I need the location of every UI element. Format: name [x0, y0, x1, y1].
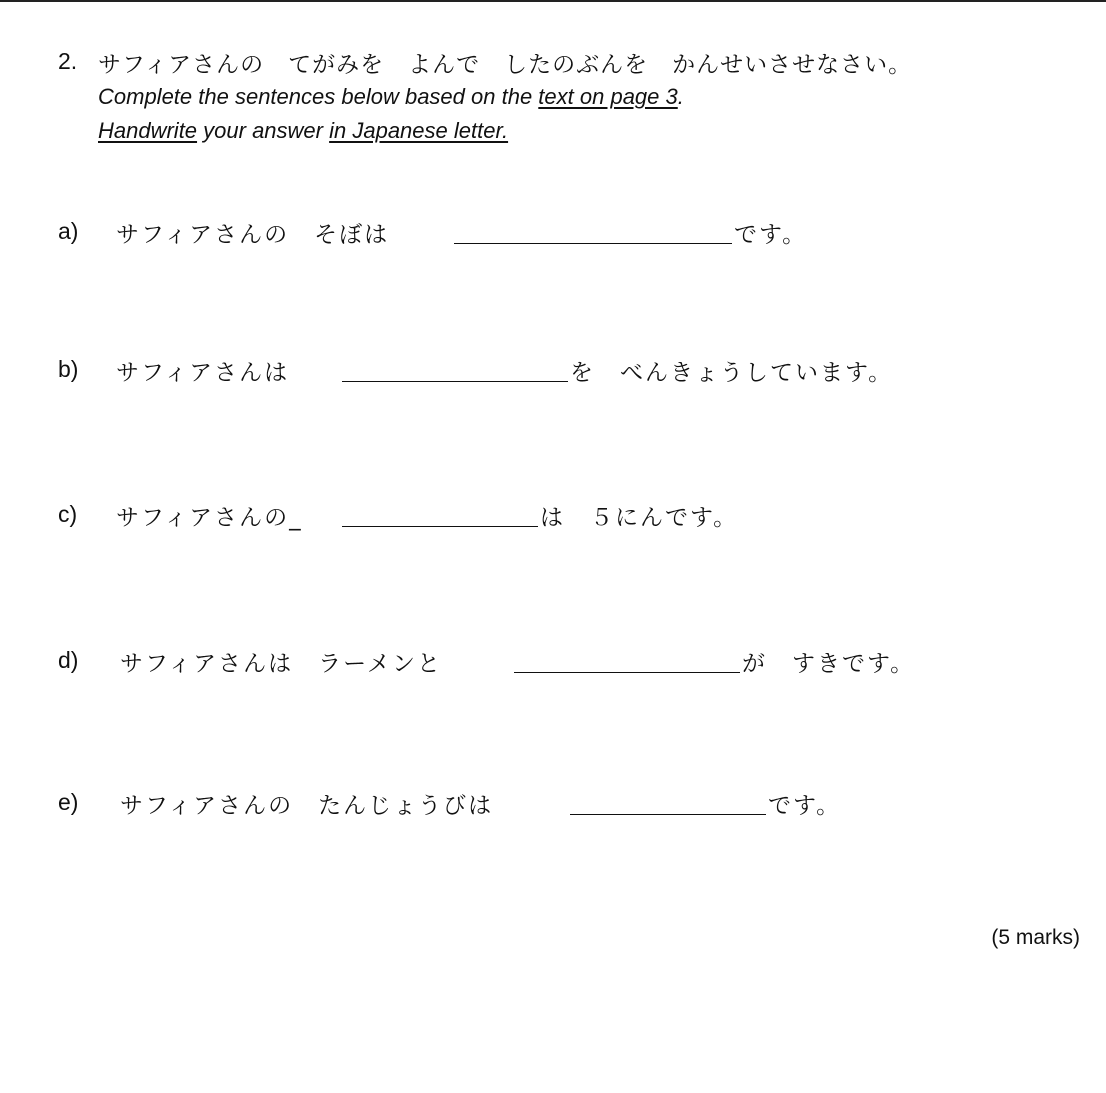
item-text-after: です。	[734, 222, 808, 248]
instruction-line1-suffix: .	[677, 84, 684, 109]
top-border	[0, 0, 1106, 2]
item-text-before: サフィアさんは ラーメンと	[120, 651, 443, 677]
answer-blank[interactable]	[342, 381, 568, 382]
instruction-english-line1	[98, 84, 684, 110]
item-label: b)	[58, 356, 79, 382]
item-label: e)	[58, 789, 79, 815]
item-text-after: を べんきょうしています。	[570, 360, 894, 386]
answer-blank[interactable]	[514, 672, 740, 673]
answer-blank[interactable]	[570, 814, 766, 815]
item-text-after: が すきです。	[742, 651, 916, 677]
item-text-before: サフィアさんの たんじょうびは	[120, 793, 494, 819]
question-item-c	[58, 499, 1058, 533]
question-item-e	[58, 787, 1058, 821]
answer-blank[interactable]	[454, 243, 732, 244]
item-label: d)	[58, 647, 79, 673]
item-label: c)	[58, 501, 78, 527]
question-item-d	[58, 645, 1058, 679]
instruction-english-line2	[98, 118, 508, 144]
handwrite-emphasis: Handwrite	[98, 118, 198, 143]
answer-blank[interactable]	[342, 526, 538, 527]
marks-total: (5 marks)	[991, 926, 1080, 949]
question-item-a	[58, 216, 1058, 250]
question-item-b	[58, 354, 1058, 388]
item-text-before: サフィアさんの_	[116, 505, 303, 531]
page-reference: text on page 3	[538, 84, 678, 109]
instruction-line1-prefix: Complete the sentences below based on the	[98, 84, 539, 109]
instruction-line2-mid: your answer	[197, 118, 330, 143]
japanese-letter-emphasis: in Japanese letter.	[329, 118, 509, 143]
instruction-japanese: サフィアさんの てがみを よんで したのぶんを かんせいさせなさい。	[98, 52, 913, 78]
question-number: 2.	[58, 48, 78, 74]
item-text-after: は ５にんです。	[540, 505, 739, 531]
item-label: a)	[58, 218, 79, 244]
item-text-after: です。	[768, 793, 842, 819]
item-text-before: サフィアさんは	[116, 360, 290, 386]
item-text-before: サフィアさんの そぼは	[116, 222, 390, 248]
